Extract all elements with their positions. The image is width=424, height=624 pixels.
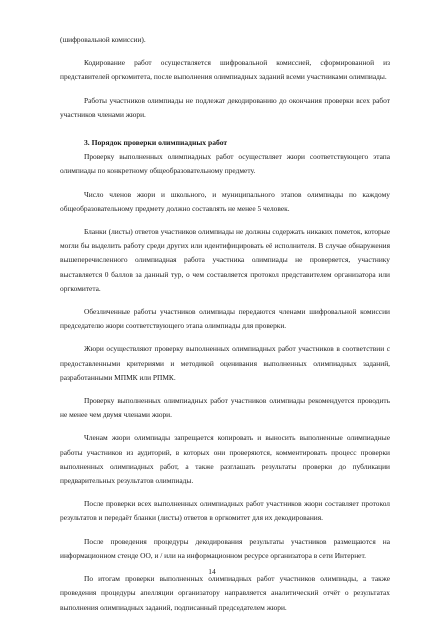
paragraph-analytic-report: По итогам проверки выполненных олимпиадных работ участников олимпиады, а также проведения процедуры апелляции организатору направляется аналитический отчёт о результатах выполнения олимпиадных заданий, подписанный председателем жюри. bbox=[60, 574, 390, 612]
paragraph-anonymized-works: Обезличенные работы участников олимпиады передаются членами шифровальной комиссии председателю жюри соответствующего этапа олимпиады для проверки. bbox=[60, 307, 390, 331]
paragraph-criteria: Жюри осуществляют проверку выполненных олимпиадных работ участников в соответствии с предоставленными критериями и методикой оценивания выполненных олимпиадных заданий, разработанными МПМК или РПМК. bbox=[60, 344, 390, 382]
page-number: 14 bbox=[208, 567, 216, 576]
paragraph-protocol: После проверки всех выполненных олимпиадных работ участников жюри составляет протокол результатов и передаёт бланки (листы) ответов в оргкомитет для их декодирования. bbox=[60, 499, 390, 523]
section-heading: 3. Порядок проверки олимпиадных работ bbox=[84, 138, 228, 148]
paragraph-continuation: (шифровальной комиссии). bbox=[60, 35, 146, 44]
page-content bbox=[60, 33, 390, 624]
paragraph-two-members: Проверку выполненных олимпиадных работ участников олимпиады рекомендуется проводить не менее чем двумя членами жюри. bbox=[60, 396, 390, 420]
paragraph-jury-check: Проверку выполненных олимпиадных работ осуществляет жюри соответствующего этапа олимпиады по конкретному общеобразовательному предмету. bbox=[60, 152, 390, 176]
paragraph-answer-sheets: Бланки (листы) ответов участников олимпиады не должны содержать никаких пометок, которые могли бы выделить работу среди других или идентифицировать её исполнителя. В случае обнаружения вышеперечисленного олимпиадная работа участника олимпиады не проверяется, участнику выставляется 0 баллов за данный тур, о чем составляется протокол представителем организатора или оргкомитета. bbox=[60, 227, 390, 293]
paragraph-publication: После проведения процедуры декодирования результаты участников размещаются на информационном стенде ОО, и / или на информационном ресурсе организатора в сети Интернет. bbox=[60, 536, 390, 560]
paragraph-coding: Кодирование работ осуществляется шифровальной комиссией, сформированной из представителей оргкомитета, после выполнения олимпиадных заданий всеми участниками олимпиады. bbox=[60, 58, 390, 82]
paragraph-no-decoding: Работы участников олимпиады не подлежат декодированию до окончания проверки всех работ участников членами жюри. bbox=[60, 95, 390, 119]
paragraph-prohibitions: Членам жюри олимпиады запрещается копировать и выносить выполненные олимпиадные работы участников из аудиторий, в которых они проверяются, комментировать процесс проверки выполненных олимпиадных работ, а также разглашать результаты проверки до публикации предварительных результатов олимпиады. bbox=[60, 433, 390, 486]
paragraph-jury-size: Число членов жюри и школьного, и муниципального этапов олимпиады по каждому общеобразовательному предмету должно составлять не менее 5 человек. bbox=[60, 189, 390, 213]
